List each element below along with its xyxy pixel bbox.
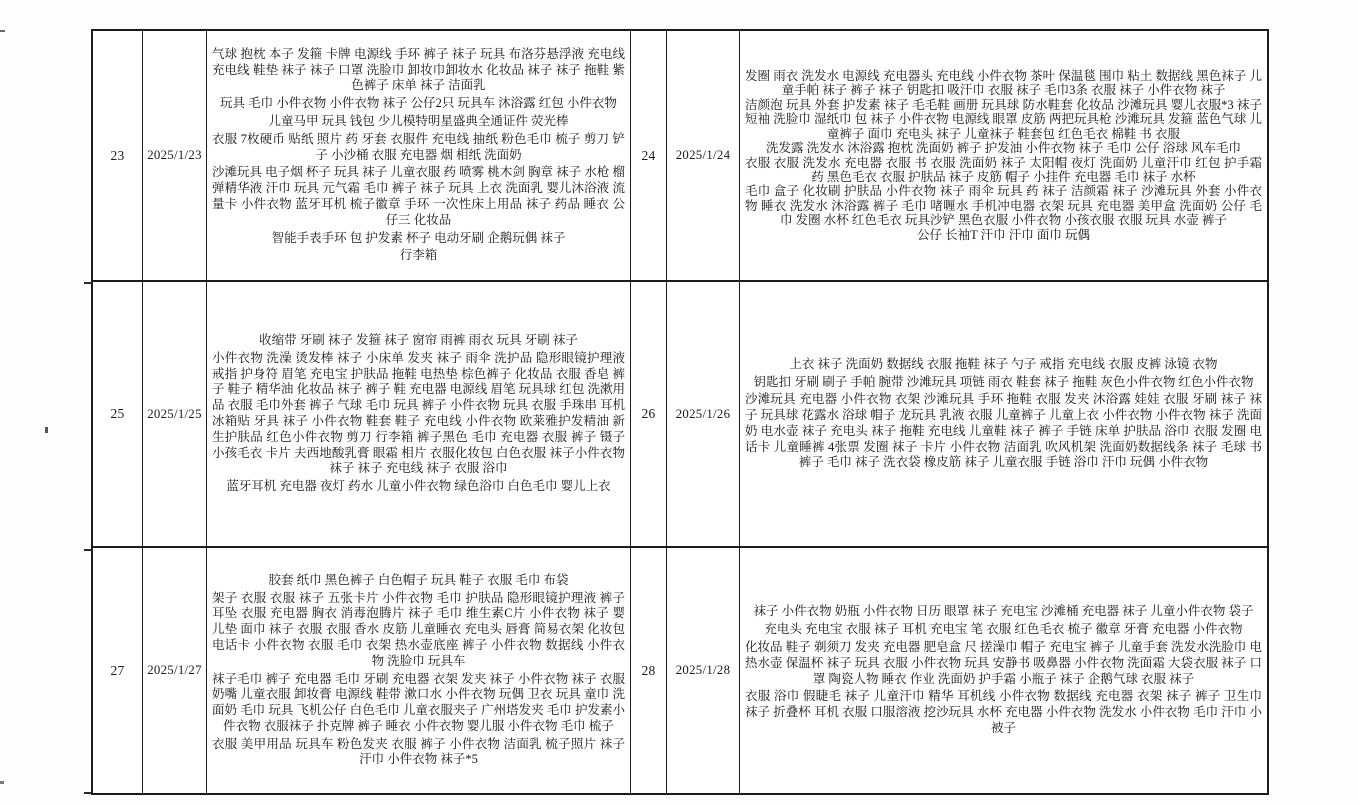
entry-date-cell: [667, 548, 740, 793]
items-list-cell: [740, 282, 1267, 546]
entry-date: 2025/1/28: [675, 663, 731, 677]
items-paragraph: 钥匙扣 牙刷 刷子 手帕 腕带 沙滩玩具 项链 雨衣 鞋套 袜子 拖鞋 灰色小件衣物 红色小件衣物: [753, 374, 1254, 389]
scan-artifact: [84, 282, 92, 284]
items-paragraph: 洗发露 洗发水 沐浴露 抱枕 洗面奶 裤子 护发油 小件衣物 袜子 毛巾 公仔 浴球 风车毛巾: [765, 141, 1241, 156]
items-paragraph: 衣服 7枚硬币 贴纸 照片 药 牙套 衣服件 充电线 抽纸 粉色毛巾 梳子 剪刀 铲子 小沙桶 衣服 充电器 烟 相纸 洗面奶: [212, 131, 625, 162]
entry-number: 27: [110, 662, 125, 678]
entry-number: 28: [641, 662, 656, 678]
table-row: [93, 282, 1267, 548]
entry-date: 2025/1/23: [147, 148, 202, 162]
items-paragraph: 衣服 美甲用品 玩具车 粉色发夹 衣服 裤子 小件衣物 洁面乳 梳子照片 袜子 汗巾 小件衣物 袜子*5: [212, 736, 625, 767]
items-paragraph: 公仔 长袖T 汗巾 汗巾 面巾 玩偶: [916, 227, 1091, 242]
items-paragraph: 智能手表手环 包 护发素 杯子 电动牙刷 企鹅玩偶 袜子: [271, 230, 566, 245]
items-paragraph: 蓝牙耳机 充电器 夜灯 药水 儿童小件衣物 绿色浴巾 白色毛巾 婴儿上衣: [226, 479, 611, 494]
entry-number-cell: [93, 282, 143, 546]
items-paragraph: 洁颜泡 玩具 外套 护发素 袜子 毛毛鞋 画册 玩具球 防水鞋套 化妆品 沙滩玩具 婴儿衣服*3 袜子 短袖 洗脸巾 湿纸巾 包 袜子 小件衣物 电源线 眼罩 皮筋 两把玩具枪 沙滩玩具 发箍 蓝色气球 儿童裤子 面巾 充电头 袜子 儿童袜子 鞋套包 红色毛衣 棉鞋 书 衣服: [745, 97, 1262, 141]
items-paragraph: 气球 抱枕 本子 发箍 卡牌 电源线 手环 裤子 袜子 玩具 布洛芬悬浮液 充电线 充电线 鞋垫 袜子 袜子 口罩 洗脸巾 卸妆巾卸妆水 化妆品 袜子 袜子 拖鞋 紫色裤子 床单 袜子 洁面乳: [212, 46, 625, 93]
items-list-cell: [207, 282, 631, 546]
scan-artifact: [45, 427, 48, 433]
items-paragraph: 架子 衣服 衣服 袜子 五张卡片 小件衣物 毛巾 护肤品 隐形眼镜护理液 裤子 耳坠 衣服 充电器 胸衣 消毒泡腾片 袜子 毛巾 维生素C片 小件衣物 袜子 婴儿垫 面巾 袜子 衣服 衣服 香水 皮筋 儿童睡衣 充电头 唇膏 简易衣架 化妆包 电话卡 小件衣物 衣服 毛巾 衣架 热水壶底座 裤子 小件衣物 数据线 小件衣物 洗脸巾 玩具车: [212, 590, 625, 668]
entry-date-cell: [667, 282, 740, 546]
scan-artifact: [0, 30, 5, 32]
items-paragraph: 玩具 毛巾 小件衣物 小件衣物 袜子 公仔2只 玩具车 沐浴露 红包 小件衣物: [220, 96, 617, 111]
items-paragraph: 沙滩玩具 电子烟 杯子 玩具 袜子 儿童衣服 药 喷雾 桃木剑 胸章 袜子 水枪 榴弹精华液 汗巾 玩具 元气霜 毛巾 裤子 袜子 玩具 上衣 洗面乳 婴儿沐浴液 流量卡 小件衣物 蓝牙耳机 梳子徽章 手环 一次性床上用品 袜子 药品 睡衣 公仔三 化妆品: [212, 165, 625, 227]
items-paragraph: 毛巾 盒子 化妆刷 护肤品 小件衣物 袜子 雨伞 玩具 药 袜子 洁颜霜 袜子 沙滩玩具 外套 小件衣物 睡衣 洗发水 沐浴露 裤子 毛巾 啫喱水 手机冲电器 衣架 玩具 充电器 美甲盒 洗面奶 公仔 毛巾 发圈 水杯 红色毛衣 玩具沙铲 黑色衣服 小件衣物 小孩衣服 衣服 玩具 水壶 裤子: [745, 184, 1262, 228]
table-row: [93, 31, 1267, 282]
entry-date: 2025/1/24: [675, 148, 731, 162]
daily-items-table: [91, 29, 1269, 795]
entry-date-cell: [143, 31, 207, 280]
entry-number-cell: [631, 282, 667, 546]
scan-artifact: [84, 792, 92, 794]
entry-date: 2025/1/27: [147, 663, 202, 677]
entry-number: 26: [641, 406, 656, 421]
items-paragraph: 上衣 袜子 洗面奶 数据线 衣服 拖鞋 袜子 勺子 戒指 充电线 衣服 皮裤 泳镜 衣物: [789, 356, 1218, 371]
entry-date-cell: [143, 548, 207, 793]
items-paragraph: 发圈 雨衣 洗发水 电源线 充电器头 充电线 小件衣物 茶叶 保温毯 围巾 粘土 数据线 黑色袜子 儿童手帕 袜子 裤子 袜子 钥匙扣 吸汗巾 衣服 袜子 毛巾3条 衣服 袜子 小件衣物 袜子: [745, 69, 1262, 98]
items-paragraph: 袜子毛巾 裤子 充电器 毛巾 牙刷 充电器 衣架 发夹 袜子 小件衣物 袜子 衣服 奶嘴 儿童衣服 卸妆膏 电源线 鞋带 漱口水 小件衣物 玩偶 卫衣 玩具 童巾 洗面奶 毛巾 玩具 飞机公仔 白色毛巾 儿童衣服夹子 广州塔发夹 毛巾 护发素小件衣物 衣服袜子 扑克牌 裤子 睡衣 小件衣物 婴儿服 小件衣物 毛巾 梳子: [212, 671, 625, 733]
items-paragraph: 充电头 充电宝 衣服 袜子 耳机 充电宝 笔 衣服 红色毛衣 梳子 徽章 牙膏 充电器 小件衣物: [764, 622, 1243, 637]
entry-number-cell: [93, 548, 143, 793]
scan-artifact: [84, 549, 92, 551]
items-paragraph: 行李箱: [399, 248, 438, 263]
entry-date: 2025/1/26: [675, 406, 731, 421]
scan-artifact: [0, 781, 4, 784]
items-list-cell: [207, 31, 631, 280]
items-list-cell: [207, 548, 631, 793]
entry-number: 25: [110, 406, 125, 421]
items-paragraph: 小件衣物 洗澡 烫发棒 袜子 小床单 发夹 袜子 雨伞 洗护品 隐形眼镜护理液 戒指 护身符 眉笔 充电宝 护肤品 拖鞋 电热垫 棕色裤子 化妆品 衣服 香皂 裤子 鞋子 精华油 化妆品 袜子 裤子 鞋 充电器 电源线 眉笔 玩具球 红包 洗漱用品 衣服 毛巾外套 裤子 气球 毛巾 玩具 裤子 小件衣物 玩具 衣服 手珠串 耳机冰箱贴 牙具 袜子 小件衣物 鞋套 鞋子 充电线 小件衣物 欧莱雅护发精油 新生护肤品 红色小件衣物 剪刀 行李箱 裤子黑色 毛巾 充电器 衣服 裤子 镊子 小孩毛衣 卡片 夫西地酸乳膏 眼霜 相片 衣服化妆包 白色衣服 袜子小件衣物 袜子 袜子 充电线 袜子 衣服 浴巾: [212, 350, 625, 476]
items-paragraph: 收缩带 牙刷 袜子 发箍 袜子 窗帘 雨裤 雨衣 玩具 牙刷 袜子: [259, 333, 578, 348]
items-paragraph: 衣服 浴巾 假睫毛 袜子 儿童汗巾 精华 耳机线 小件衣物 数据线 充电器 衣架 袜子 裤子 卫生巾 袜子 折叠杯 耳机 衣服 口服溶液 挖沙玩具 水杯 充电器 小件衣物 洗发水 小件衣物 毛巾 汗巾 小被子: [745, 689, 1262, 735]
entry-date-cell: [143, 282, 207, 546]
entry-date: 2025/1/25: [147, 406, 202, 421]
entry-number-cell: [631, 31, 667, 280]
items-paragraph: 儿童马甲 玩具 钱包 少儿模特明星盛典全通证件 荧光棒: [268, 114, 569, 128]
entry-date-cell: [667, 31, 740, 280]
entry-number: 23: [110, 147, 125, 163]
items-paragraph: 袜子 小件衣物 奶瓶 小件衣物 日历 眼罩 袜子 充电宝 沙滩桶 充电器 袜子 儿童小件衣物 袋子: [753, 604, 1254, 619]
items-list-cell: [740, 548, 1267, 793]
items-paragraph: 胶套 纸巾 黑色裤子 白色帽子 玩具 鞋子 衣服 毛巾 布袋: [268, 572, 569, 587]
items-paragraph: 化妆品 鞋子 剃须刀 发夹 充电器 肥皂盒 尺 搓澡巾 帽子 充电宝 裤子 儿童手套 洗发水洗脸巾 电热水壶 保温杯 袜子 玩具 衣服 小件衣物 玩具 安静书 吸鼻器 小件衣物 洗面霜 大袋衣服 袜子 口罩 陶瓷人物 睡衣 作业 洗面奶 护手霜 小瓶子 袜子 企鹅气球 衣服 袜子: [745, 639, 1262, 686]
items-paragraph: 沙滩玩具 充电器 小件衣物 衣架 沙滩玩具 手环 拖鞋 衣服 发夹 沐浴露 娃娃 衣服 牙刷 袜子 袜子 玩具球 花露水 浴球 帽子 龙玩具 乳液 衣服 儿童裤子 儿童上衣 小件衣物 小件衣物 袜子 洗面奶 电水壶 袜子 充电头 袜子 拖鞋 充电线 儿童鞋 袜子 裤子 手链 床单 护肤品 浴巾 衣服 发圈 电话卡 儿童睡裤 4张票 发圈 袜子 卡片 小件衣物 洁面乳 吹风机架 洗面奶数据线条 袜子 毛球 书 裤子 毛巾 袜子 洗衣袋 橡皮筋 袜子 儿童衣服 手链 浴巾 汗巾 玩偶 小件衣物: [745, 392, 1262, 470]
entry-number-cell: [93, 31, 143, 280]
items-paragraph: 衣服 衣服 洗发水 充电器 衣服 书 衣服 洗面奶 袜子 太阳帽 夜灯 洗面奶 儿童汗巾 红包 护手霜 药 黑色毛衣 衣服 护肤品 袜子 皮筋 帽子 小挂件 充电器 毛巾 袜子 水杯: [745, 155, 1262, 184]
entry-number: 24: [641, 147, 656, 163]
table-row: [93, 548, 1267, 793]
entry-number-cell: [631, 548, 667, 793]
items-list-cell: [740, 31, 1267, 280]
